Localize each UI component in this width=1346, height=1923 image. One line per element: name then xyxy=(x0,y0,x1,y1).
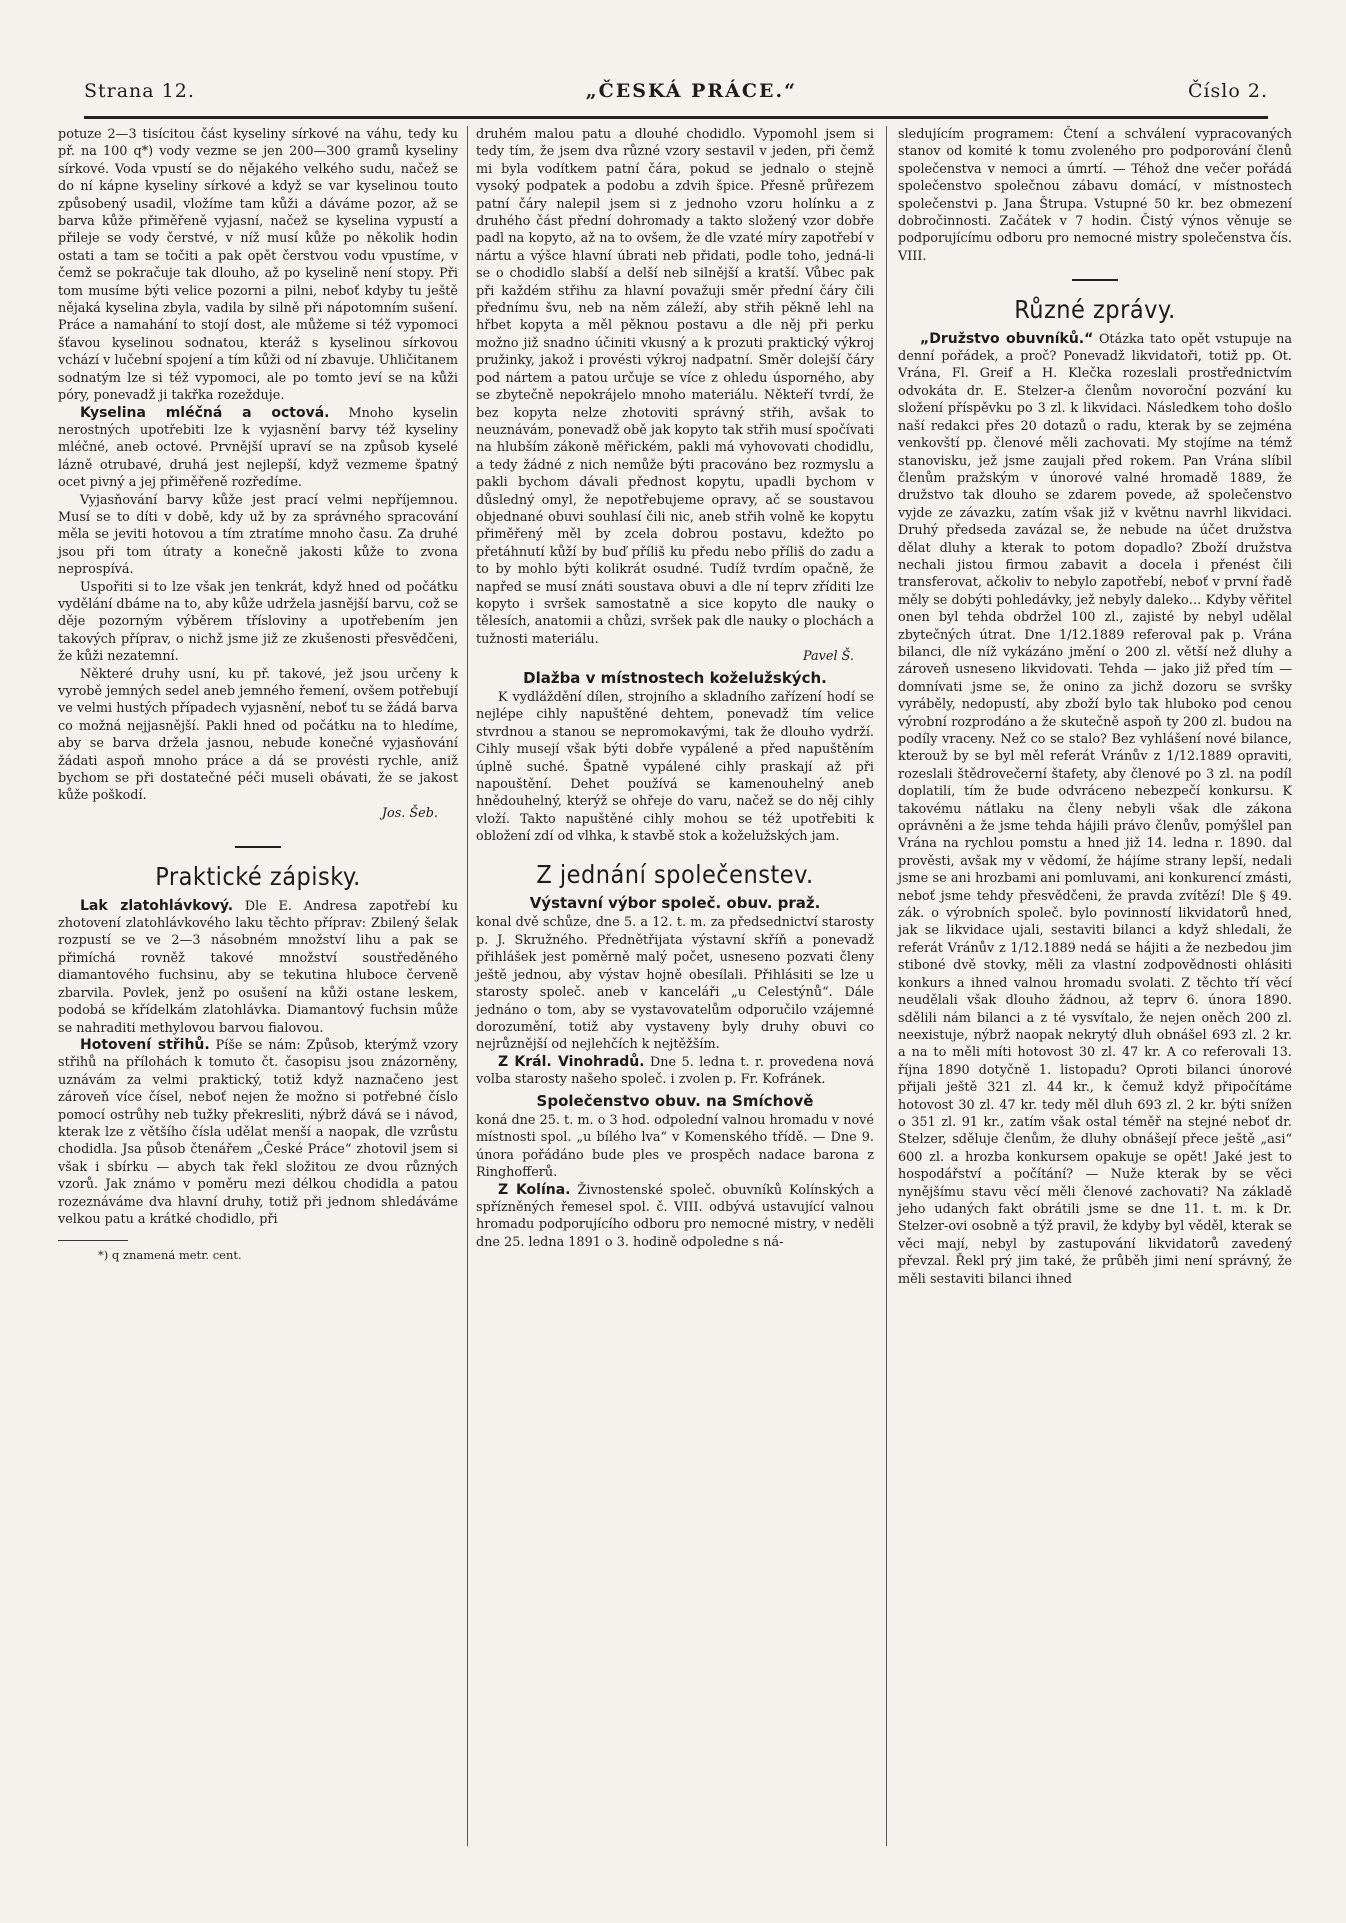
section-heading: Různé zprávy. xyxy=(1014,295,1176,325)
column-1 xyxy=(58,126,458,1265)
column-separator xyxy=(467,126,468,1846)
paragraph: Vyjasňování barvy kůže jest prací velmi nepříjemnou. Musí se to díti v době, kdy už by za správného spracování měla se jeviti hotovou a tím ztratíme mnoho času. Za druhé jsou při tom útraty a konečně jakosti kůže to zvona neprospívá. xyxy=(58,492,458,578)
runin-heading: Z Kolína. xyxy=(498,1181,571,1198)
paragraph xyxy=(898,331,1292,1288)
page-number: Strana 12. xyxy=(84,80,195,102)
paragraph: druhém malou patu a dlouhé chodidlo. Vypomohl jsem si tedy tím, že jsem dva různé vzory sestavil v jeden, při čemž mi byla vodítkem patní čára, pokud se jednalo o stejně vysoký podpatek a podobu a zdvih špice. Přesně průřezem patní čáry nalepil jsem si z jednoho vzoru holínku a z druhého část přední dohromady a takto složený vzor dobře padl na kopyto, až na to ovšem, že dle vzaté míry zapotřebí v nártu a výšce hlavní úbrati neb přidati, podle toho, jedná-li se o chodidlo slabší a delší neb silnější a kratší. Vůbec pak při každém střihu za hlavní považuji směr přední čáry čili přednímu švu, neb na něm záleží, aby střih pěkně lehl na hřbet kopyta a měl pěknou postavu a dle něj při perku možno již snadno účiniti vkusný a k prozuti praktický výkroj pružinky, jakož i provésti výkroj nadpatní. Směr dolejší čáry pod nártem a patou určuje se více z ohledu úsporného, aby se zbytečně nepokrájelo mnoho materiálu. Někteří tvrdí, že bez kopyta nelze zhotoviti správný střih, avšak to neuznávám, ponevadž obě jak kopyto tak střih musí spočívati na hlubším zákoně měřickém, pakli má vyhovovati chodidlu, a tedy žádné z nich nemůže býti pracováno bez rozmyslu a pakli bychom dávali přednost kopytu, upadli bychom v důsledný omyl, že nepotřebujeme opravy, ač se soustavou objednané obuvi souhlasí čili nic, aneb střih volně ke kopytu přiměřený měl by zcela dobrou postavu, kdežto po přetáhnutí kůží by buď příliš ku předu nebo příliš do zadu a to by mohlo býti kolikrát osudné. Tudíž tvrdím opačně, že napřed se musí znáti soustava obuvi a dle ní teprv zříditi lze kopyto i svršek samostatně a sice kopyto dle nauky o tělesích, anatomii a chůzi, svršek pak dle nauky o plochách a tužnosti materiálu. xyxy=(476,127,874,647)
runin-heading: „Družstvo obuvníků.“ xyxy=(920,330,1094,347)
article-heading: Dlažba v místnostech koželužských. xyxy=(523,668,827,687)
section-heading: Z jednání společenstev. xyxy=(536,859,814,889)
paragraph xyxy=(58,898,458,1037)
paragraph-text: Mnoho kyselin nerostných upotřebiti lze k vyjasnění barvy též kyseliny mléčné, aneb octové. Prvnější upraví se na způsob kyselé lázně otrubavé, druhá jest nejlepší, když vezmeme špatný ocet pivný a jej přiměřeně rozředíme. xyxy=(58,405,459,491)
paragraph xyxy=(476,1054,874,1089)
column-3 xyxy=(898,126,1292,1288)
issue-number: Číslo 2. xyxy=(1187,80,1268,102)
article-heading: Společenstvo obuv. na Smíchově xyxy=(536,1091,814,1110)
footnote-rule xyxy=(58,1240,128,1241)
paragraph-text: Dne 5. ledna t. r. provedena nová volba starosty našeho společ. i zvolen p. Fr. Kofránek. xyxy=(476,1054,874,1088)
paragraph: Uspořiti si to lze však jen tenkrát, když hned od počátku vydělání dbáme na to, aby kůže udržela jasnější barvu, což se děje pozorným výběrem třísloviny a upotřebením jen takových příprav, o nichž jsme již ze zkušenosti přesvědčeni, že kůži nezatemní. xyxy=(58,579,458,665)
runin-heading: Z Král. Vinohradů. xyxy=(498,1053,645,1070)
paragraph xyxy=(58,1037,458,1228)
paragraph-text: Dle E. Andresa zapotřebí ku zhotovení zlatohlávkového laku těchto příprav: Zbilený šelak rozpustí se ve 2—3 násobném množství lihu a pak se přimíchá rovněž takové množství soustředěného diamantového fuchsinu, aby se tekutina hluboce červeně zbarvila. Povlek, jenž po osušení na kůži ostane leskem, podobá se křídelkám zlatohlávka. Diamantový fuchsin může se nahraditi methylovou barvou fialovou. xyxy=(58,898,458,1036)
paragraph: potuze 2—3 tisícitou část kyseliny sírkové na váhu, tedy ku př. na 100 q*) vody vezme se jen 200—300 gramů kyseliny sírkové. Voda vpustí se do nějakého velkého sudu, načež se do ní kápne kyseliny sírkové a když se var kyselinou touto způsobený usadil, vložíme tam kůži a dáváme pozor, až se barva kůže přiměřeně vyjasní, načež se kyselina vypustí a přileje se vody čerstvé, v níž musí kůže po několik hodin ostati a tam se točiti a pak opět čerstvou vodu vpustíme, v čemž se pokračuje tak dlouho, až po kyselině není stopy. Při tom musíme býti velice pozorni a pilni, neboť kdyby tu ještě nějaká kyselina zbyla, vadila by silně při nápotomním sušení. Práce a namahání to stojí dost, ale můžeme si též vypomoci šťavou kyselinou sodnatou, kteráž s kyselinou sírkovou vchází v lučební spojení a tím kůži od ní zbavuje. Uhličitanem sodnatým lze si též vypomoci, ale po tomto jeví se na kůži póry, ponevadž ji takřka rozežduje. xyxy=(58,127,458,404)
runin-heading: Hotovení střihů. xyxy=(80,1036,210,1053)
signature: Pavel Š. xyxy=(802,649,854,665)
paragraph: koná dne 25. t. m. o 3 hod. odpolední valnou hromadu v nové místnosti spol. „u bílého lva“ v Komenského třídě. — Dne 9. února pořádáno bude ples ve prospěch nadace barona z Ringhofferů. xyxy=(476,1112,874,1181)
paragraph: Některé druhy usní, ku př. takové, jež jsou určeny k vyrobě jemných sedel aneb jemného řemení, ovšem potřebují ve velmi hustých případech vyjasnění, neboť tu se žádá barva co možná nejjasnější. Pakli hned od počátku na to hledíme, aby se barva držela jasnou, nebude konečné vyjasňování žádati aspoň mnoho práce a dá se provésti rychle, aniž bychom se při dostatečné péči museli obávati, že se jakost kůže poškodí. xyxy=(58,666,458,804)
article-heading: Výstavní výbor společ. obuv. praž. xyxy=(529,894,821,913)
section-heading: Praktické zápisky. xyxy=(155,862,361,892)
paragraph xyxy=(476,1182,874,1252)
column-2 xyxy=(476,126,874,1251)
column-separator xyxy=(886,126,887,1846)
masthead-title: „ČESKÁ PRÁCE.“ xyxy=(585,80,798,102)
paragraph-text: Otázka tato opět vstupuje na denní pořádek, a proč? Ponevadž likvidatoři, totiž pp. Ot. Vrána, Fl. Greif a H. Klečka rozeslali prostřednictvím odvokáta dr. E. Stelzer-a členům novoroční pozvání ku složení příspěvku po 3 zl. k likvidaci. Následkem toho došlo naší redakci přes 20 dotazů o radu, kterak by se zejména venkovští pp. členové měli zachovati. My stojíme na témž stanovisku, jež jsme zaujali před rokem. Pan Vrána slíbil členům pražským v únorové valné hromadě 1889, že družstvo tak dlouho se zdarem povede, až společenstvo vyjde ze závazku, zatím však již v květnu navrhl likvidaci. Druhý předseda zavázal se, že nebude na účet družstva dělat dluhy a kterak to potom dopadlo? Zboží družstva nechali jistou firmou zabavit a docela i přenést čili transferovat, ačkoliv to nebylo zapotřebí, neboť v první řadě měly se dobýti pohledávky, jež nebyly daleko… Kdyby věřitel onen byl tehda obdržel 100 zl., zajisté by nebyl udělal zbytečných útrat. Dne 1/12.1889 referoval pak p. Vrána bilanci, dle níž vykázáno jmění o 200 zl. větší než dluhy a zároveň usneseno likvidovati. Tehda — jako již před tím — domnívati jsme se, že onino za jichž dozoru se svršky vyráběly, nedopustí, aby zboží bylo tak hluboko pod cenou výrobní rozprodáno a že skutečně aspoň ty 200 zl. budou na podíly vraceny. Než co se stalo? Bez vyhlášení nové bilance, kterouž by se byl měl referát Vránův z 1/12.1889 opraviti, rozeslali štědrovečerní štafety, aby členové po 3 zl. na podíl doplatili, tím že bude odvráceno nebezpečí konkursu. K takovému nátlaku na členy nebyli však dle zákona oprávněni a že jsme tehda hájili právo členův, pomýšlel pan Vrána na rychlou pomstu a hned již 14. ledna r. 1890. dal prověsti, avšak my v vědomí, že hájíme strany lepší, nedali jsme se ani hrozbami ani pomluvami, ani konkurencí zmásti, neboť jsme tehdy přesvědčeni, že pravda zvítězí! Dle § 49. zák. o výrobních společ. bylo povinností likvidatorů hned, jak se likvidace ujali, sestaviti bilanci a když shledali, že referát Vránův z 1/12.1889 nedá se hájiti a že nezbedou jim stiboné dvě stovky, měli za vlastní zodpovědnosti ohlásiti konkurs a ihned valnou hromadu svolati. Z těchto tří věcí neudělali však dlouho žádnou, až teprv 6. února 1890. sdělili nám bilanci a z té vysvítalo, že nejen oněch 200 zl. neexistuje, nýbrž naopak nekrytý dluh obnášel 693 zl. 2 kr. a na to měli míti hotovost 30 zl. 47 kr. A co referovali 13. října 1890 dotyčně 1. listopadu? Oproti bilanci únorové přijali ještě 321 zl. 44 kr., k čemuž když připočítáme hotovost 30 zl. 47 kr. tedy měl dluh 693 zl. 2 kr. býti snížen o 351 zl. 91 kr., zatím však ostal téměř na stejné neboť dr. Stelzer, sděluje členům, že dluhy obnášejí přece ještě „asi“ 600 zl. a hrozba konkursem opakuje se opět! Jaké jest to hospodářství a počítání? — Nuže kterak by se věci nynějšímu stavu věcí měli členové zachovati? Na základě jeho udaných fakt obrátili jsme se dne 11. t. m. k Dr. Stelzer-ovi osobně a týž pravil, že kdyby byl věděl, kterak se věci mají, nebyl by zastupování likvidatorů zavedený převzal. Řekl prý jim také, že průběh jimi není správný, že měli sestaviti bilanci ihned xyxy=(898,331,1293,1287)
paragraph-text: Píše se nám: Způsob, kterýmž vzory střihů na přílohách k tomuto čt. časopisu jsou znázorněny, uznávám za velmi praktický, totiž když naznačeno jest zároveň více čísel, neboť nejen že možno si potřebné číslo pomocí ostrůhy neb tužky překresliti, nýbrž dává se i návod, kterak lze z většího čísla udělat menší a naopak, dle vzrůstu chodidla. Jsa působ čtenářem „České Práce“ zhotovil jsem si však i sbírku — abych tak řekl složitou ze dvou různých vzorů. Jak známo v poměru mezi délkou chodidla a patou rozeznáváme dva hlavní druhy, totiž při jednom shledáváme velkou patu a krátké chodidlo, při xyxy=(58,1037,458,1227)
paragraph: K vydláždění dílen, strojního a skladního zařízení hodí se nejlépe cihly napuštěné dehtem, ponevadž tím velice stvrdnou a stanou se nepromokavými, tak že dlouho vydrží. Cihly musejí však býti dobře vypálené a před napuštěním úplně suché. Špatně vypálené cihly praskají až při napouštění. Dehet používá se kamenouhelný aneb hnědouhelný, kterýž se ohřeje do varu, načež se do něj cihly vloží. Takto napuštěné cihly mohou se též upotřebiti k obložení zdí od vlhka, k stavbě stok a koželužských jam. xyxy=(476,690,874,845)
section-divider xyxy=(1072,279,1118,281)
paragraph xyxy=(58,405,458,492)
section-divider xyxy=(235,846,281,848)
paragraph-text: Živnostenské společ. obuvníků Kolínských a spřízněných řemesel spol. č. VIII. odbývá ustavující valnou hromadu podporujícího odboru pro nemocné mistry, v neděli dne 25. ledna 1891 o 3. hodině odpoledne s ná- xyxy=(476,1182,874,1250)
paragraph: sledujícím programem: Čtení a schválení vypracovaných stanov od komité k tomu zvoleného pro podporování členů společenstva v nemoci a úmrtí. — Téhož dne večer pořádá společenstvo společnou zábavu domácí, v místnostech společenstvi p. Jana Štrupa. Vstupné 50 kr. bez obmezení dobročinnosti. Začátek v 7 hodin. Čistý výnos věnuje se podporujícímu odboru pro nemocné mistry společenstva čís. VIII. xyxy=(898,127,1292,264)
footnote: *) q znamená metr. cent. xyxy=(98,1248,242,1263)
page-header xyxy=(84,80,1268,120)
runin-heading: Kyselina mléčná a octová. xyxy=(80,404,330,421)
header-rule xyxy=(84,116,1268,119)
paragraph: konal dvě schůze, dne 5. a 12. t. m. za předsednictví starosty p. J. Skružného. Přednětřijata výstavní skříň a ponevadž přihlášek jest poměrně malý počet, usneseno pozvati členy ještě jednou, aby výstav hojně obesílali. Přihlásiti se lze u starosty společ. aneb v kanceláři „u Celestýnů“. Dále jednáno o tom, aby se vystavovatelům odporučilo vzájemné dorozumění, totiž aby vystaveny byly druhy obuvi co nejrůznější od nejlehčích k nejtěžším. xyxy=(476,915,874,1053)
signature: Jos. Šeb. xyxy=(381,805,438,821)
runin-heading: Lak zlatohlávkový. xyxy=(80,897,234,914)
